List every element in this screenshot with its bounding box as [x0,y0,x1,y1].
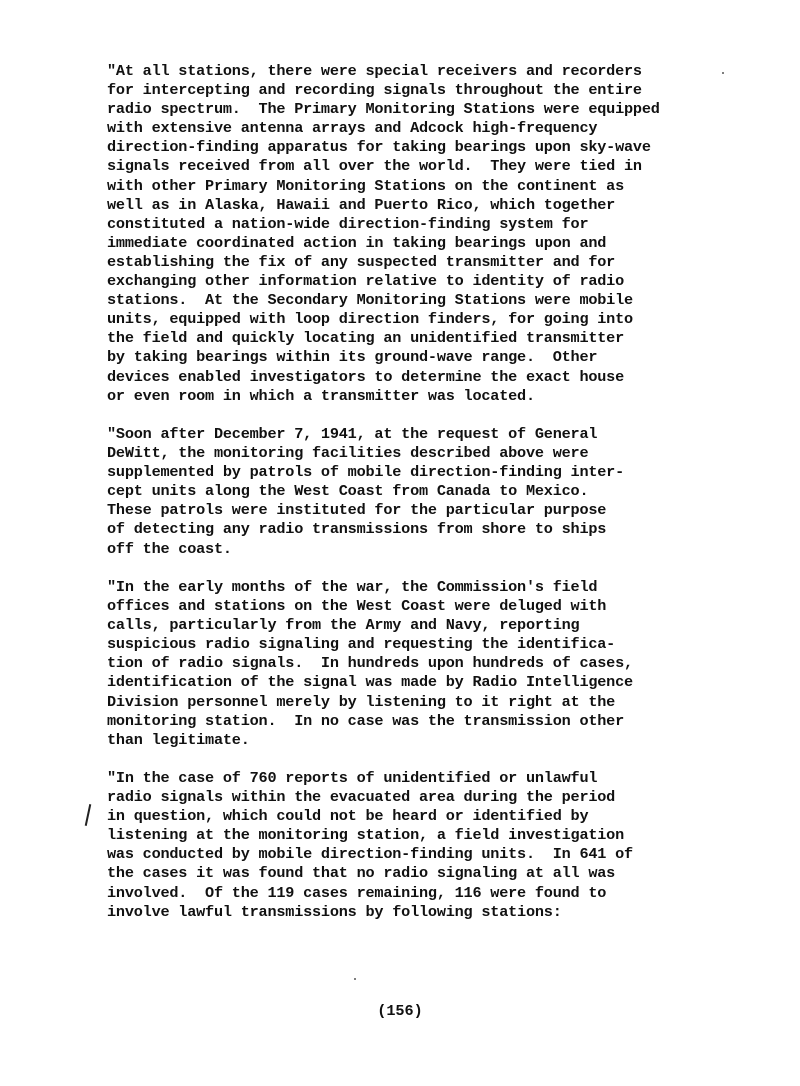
text-line: involved. Of the 119 cases remaining, 116 were found to [107,883,607,902]
text-line: exchanging other information relative to identity of radio [107,272,625,291]
page-number: (156) [377,1002,423,1020]
paragraph-monitoring-stations [107,62,707,406]
text-line: Division personnel merely by listening to it right at the [107,692,616,711]
text-line: constituted a nation-wide direction-finding system for [107,214,589,233]
text-line: "In the case of 760 reports of unidentified or unlawful [107,769,598,787]
text-line: devices enabled investigators to determine the exact house [107,367,625,386]
text-line: tion of radio signals. In hundreds upon hundreds of cases, [107,654,633,673]
text-line: or even room in which a transmitter was located. [107,386,535,405]
text-line: radio signals within the evacuated area during the period [107,788,616,807]
text-line: supplemented by patrols of mobile direction-finding inter- [107,463,625,482]
text-line: than legitimate. [107,730,250,749]
paragraph-mobile-patrols [107,425,707,559]
text-line: signals received from all over the world. They were tied in [107,157,642,176]
text-line: by taking bearings within its ground-wave range. Other [107,348,598,367]
text-line: establishing the fix of any suspected transmitter and for [107,252,616,271]
scan-speck [354,978,356,980]
text-line: in question, which could not be heard or identified by [107,807,589,826]
paragraph-760-reports [107,769,707,922]
text-line: immediate coordinated action in taking bearings upon and [107,233,607,252]
text-line: of detecting any radio transmissions from shore to ships [107,520,607,539]
text-line: with other Primary Monitoring Stations on the continent as [107,176,625,195]
text-line: offices and stations on the West Coast were deluged with [107,597,607,616]
text-line: cept units along the West Coast from Canada to Mexico. [107,482,589,501]
paragraph-early-months [107,578,707,750]
text-line: DeWitt, the monitoring facilities described above were [107,444,589,463]
text-line: listening at the monitoring station, a field investigation [107,826,625,845]
text-line: with extensive antenna arrays and Adcock high-frequency [107,119,598,138]
text-line: identification of the signal was made by Radio Intelligence [107,673,633,692]
text-line: well as in Alaska, Hawaii and Puerto Rico, which together [107,195,616,214]
text-line: "Soon after December 7, 1941, at the request of General [107,425,598,443]
text-line: "In the early months of the war, the Commission's field [107,578,598,596]
text-line: units, equipped with loop direction finders, for going into [107,310,633,329]
text-line: suspicious radio signaling and requesting the identifica- [107,635,616,654]
text-line: stations. At the Secondary Monitoring Stations were mobile [107,291,633,310]
text-line: monitoring station. In no case was the transmission other [107,711,625,730]
text-line: calls, particularly from the Army and Navy, reporting [107,616,580,635]
text-line: These patrols were instituted for the particular purpose [107,501,607,520]
text-line: radio spectrum. The Primary Monitoring Stations were equipped [107,100,660,119]
text-line: the cases it was found that no radio signaling at all was [107,864,616,883]
text-line: for intercepting and recording signals throughout the entire [107,81,642,100]
scan-speck [722,72,724,74]
margin-pen-mark [85,804,92,826]
text-line: was conducted by mobile direction-finding units. In 641 of [107,845,633,864]
text-line: direction-finding apparatus for taking bearings upon sky-wave [107,138,651,157]
text-line: involve lawful transmissions by following stations: [107,902,562,921]
text-line: "At all stations, there were special receivers and recorders [107,62,642,80]
text-line: the field and quickly locating an unidentified transmitter [107,329,625,348]
text-line: off the coast. [107,539,232,558]
